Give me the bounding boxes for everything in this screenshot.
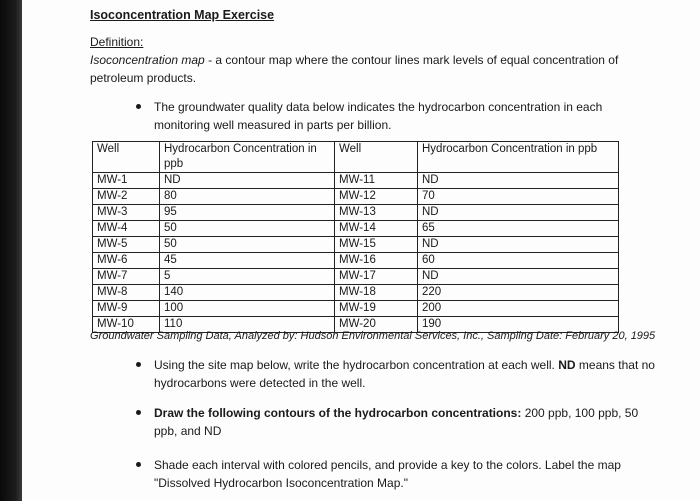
document-page (22, 0, 700, 501)
bullet-dot-icon (136, 362, 141, 367)
bullet-text-bold: Draw the following contours of the hydrocarbon concentrations: (154, 406, 522, 420)
bullet-text-post: means that no hydrocarbons were detected in the well. (154, 358, 655, 390)
well-data-table (92, 141, 619, 333)
well-id-cell: MW-1 (93, 173, 160, 189)
table-row (93, 237, 619, 253)
dark-left-edge (0, 0, 22, 501)
table-row (93, 189, 619, 205)
table-row (93, 269, 619, 285)
table-header-row (93, 142, 619, 173)
document-title: Isoconcentration Map Exercise (90, 8, 275, 22)
bullet-text-pre: Using the site map below, write the hydrocarbon concentration at each well. (154, 358, 559, 372)
definition-label: Definition: (90, 35, 144, 49)
bullet-site-map-instructions (154, 356, 674, 392)
well-id-cell: MW-5 (93, 237, 160, 253)
bullet-dot-icon (136, 410, 141, 415)
header-well-2: Well (335, 142, 418, 173)
well-id-cell: MW-4 (93, 221, 160, 237)
definition-text (90, 51, 650, 87)
concentration-value-cell: ND (418, 173, 619, 189)
well-id-cell: MW-18 (335, 285, 418, 301)
well-id-cell: MW-19 (335, 301, 418, 317)
table-row (93, 205, 619, 221)
concentration-value-cell: ND (418, 237, 619, 253)
concentration-value-cell: 220 (418, 285, 619, 301)
concentration-value-cell: 110 (160, 317, 335, 333)
header-concentration-2: Hydrocarbon Concentration in ppb (418, 142, 619, 173)
definition-term: Isoconcentration map (90, 53, 205, 67)
concentration-value-cell: 80 (160, 189, 335, 205)
well-id-cell: MW-16 (335, 253, 418, 269)
well-id-cell: MW-8 (93, 285, 160, 301)
well-id-cell: MW-14 (335, 221, 418, 237)
concentration-value-cell: 45 (160, 253, 335, 269)
concentration-value-cell: ND (160, 173, 335, 189)
bullet-text: The groundwater quality data below indicates the hydrocarbon concentration in each monitoring well measured in parts per billion. (154, 100, 603, 132)
concentration-value-cell: 65 (418, 221, 619, 237)
table-row (93, 221, 619, 237)
definition-body: - a contour map where the contour lines mark levels of equal concentration of petroleum products. (90, 53, 619, 85)
table-row (93, 253, 619, 269)
bullet-text-post: 200 ppb, 100 ppb, 50 ppb, and ND (154, 406, 639, 438)
concentration-value-cell: 95 (160, 205, 335, 221)
concentration-value-cell: 190 (418, 317, 619, 333)
table-row (93, 285, 619, 301)
bullet-dot-icon (136, 104, 141, 109)
well-id-cell: MW-6 (93, 253, 160, 269)
concentration-value-cell: 140 (160, 285, 335, 301)
well-id-cell: MW-7 (93, 269, 160, 285)
concentration-value-cell: 70 (418, 189, 619, 205)
bullet-draw-contours (154, 404, 664, 440)
header-concentration-1: Hydrocarbon Concentration in ppb (160, 142, 335, 173)
concentration-value-cell: 5 (160, 269, 335, 285)
bullet-dot-icon (136, 462, 141, 467)
table-body (93, 173, 619, 333)
concentration-value-cell: 100 (160, 301, 335, 317)
concentration-value-cell: 200 (418, 301, 619, 317)
concentration-value-cell: ND (418, 269, 619, 285)
concentration-value-cell: 50 (160, 237, 335, 253)
table-row (93, 301, 619, 317)
well-id-cell: MW-20 (335, 317, 418, 333)
well-id-cell: MW-11 (335, 173, 418, 189)
well-id-cell: MW-3 (93, 205, 160, 221)
bullet-shade-intervals (154, 456, 624, 492)
concentration-value-cell: 50 (160, 221, 335, 237)
well-id-cell: MW-17 (335, 269, 418, 285)
concentration-value-cell: 60 (418, 253, 619, 269)
bullet-text: Shade each interval with colored pencils, and provide a key to the colors. Label the map "Dissolved Hydrocarbon Isoconcentration Map." (154, 458, 621, 490)
well-id-cell: MW-12 (335, 189, 418, 205)
table-row (93, 173, 619, 189)
well-id-cell: MW-15 (335, 237, 418, 253)
well-id-cell: MW-10 (93, 317, 160, 333)
well-id-cell: MW-9 (93, 301, 160, 317)
bullet-text-bold: ND (558, 358, 576, 372)
bullet-groundwater-data (154, 98, 654, 134)
well-id-cell: MW-2 (93, 189, 160, 205)
concentration-value-cell: ND (418, 205, 619, 221)
header-well-1: Well (93, 142, 160, 173)
table-caption: Groundwater Sampling Data, Analyzed by: Hudson Environmental Services, Inc., Sampling Date: February 20, 1995 (90, 330, 656, 342)
well-id-cell: MW-13 (335, 205, 418, 221)
